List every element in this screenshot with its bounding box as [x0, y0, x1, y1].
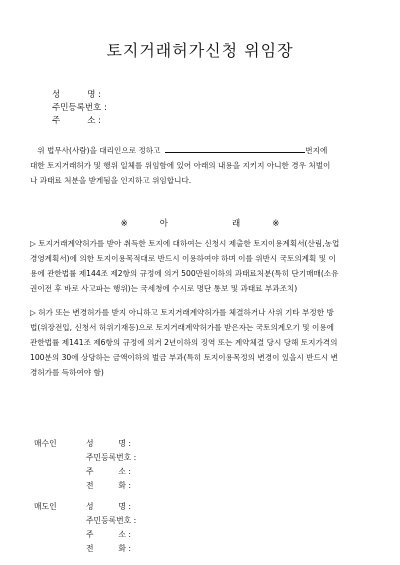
delegate-resident-number-field: [52, 101, 107, 113]
seller-address-field: 주 소 :: [86, 530, 131, 539]
reference-mark-left: ※: [120, 219, 128, 229]
reference-mark-right: ※: [272, 219, 280, 229]
seller-name-field: 성 명 :: [86, 502, 131, 511]
buyer-address-field: 주 소 :: [86, 467, 131, 476]
seller-resident-number-field: 주민등록번호 :: [86, 516, 137, 525]
delegate-resident-number-label: 주민등록번호 :: [52, 103, 107, 113]
clause-1: ▷ 토지거래계약허가를 받아 취득한 토지에 대하여는 신청시 제출한 토지이용계획서(산림,농업 경영계획서)에 의한 토지이용목적대로 반드시 이용하여야 하며 이를 위반시 국토의계획 및 이 용에 관한법률 제144조 제2항의 규정에 의거 500만원이하의 과태료처분(특히 단기매매(소유 권이전 후 바로 사고파는 행위)는 국세청에 수시로 명단 통보 및 과태료 부과조치): [30, 239, 340, 293]
buyer-resident-number-field: 주민등록번호 :: [86, 453, 137, 462]
delegate-address-label: 주 소 :: [52, 116, 102, 126]
seller-phone-field: 전 화 :: [86, 544, 131, 553]
delegation-line-3: 나 과태료 처분을 받게됨을 인지하고 위임합니다.: [30, 176, 192, 185]
address-blank-line: [165, 144, 305, 153]
delegation-paragraph: [30, 143, 375, 188]
delegation-line-1: 위 법무사(사람)을 대리인으로 정하고 번지에: [37, 146, 328, 155]
seller-role-label: 매도인: [34, 502, 57, 511]
delegate-name-label: 성 명 :: [52, 90, 102, 100]
buyer-name-field: 성 명 :: [86, 439, 131, 448]
document-title: 토지거래허가신청 위임장: [106, 41, 294, 60]
delegate-address-field: [52, 114, 101, 126]
delegation-line-2: 대한 토지거래허가 및 행위 일체를 위임함에 있어 아래의 내용을 지키지 아니한 경우 처벌이: [30, 161, 331, 170]
clause-2: ▷ 허가 또는 변경허가를 받지 아니하고 토지거래계약허가를 체결하거나 사위 기타 부정한 방 법(위장전입, 신청서 허위기재등)으로 토지거래계약허가를 받은자는 국토의계오기 및 이용에 관한법률 제141조 제6항의 규정에 의거 2년이하의 징역 또는 계약체결 당시 당해 토지가격의 100분의 30에 상당하는 금액이하의 벌금 부과(특히 토지이용목정의 변경이 있을시 반드시 변 경허가를 득하여야 함): [30, 308, 338, 377]
delegate-name-field: [52, 88, 101, 100]
buyer-role-label: 매수인: [34, 439, 57, 448]
buyer-phone-field: 전 화 :: [86, 481, 131, 490]
section-heading: ※ 아 래 ※: [120, 219, 280, 229]
